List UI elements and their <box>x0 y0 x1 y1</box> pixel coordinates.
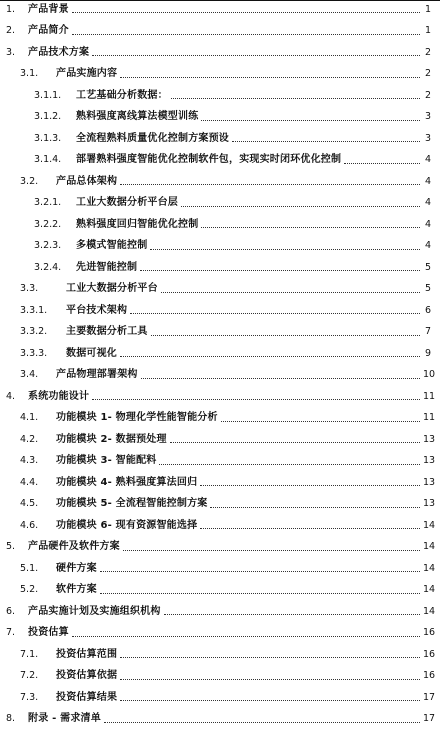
toc-entry-page-number: 4 <box>423 219 431 231</box>
toc-entry-number: 3.2.3. <box>34 240 76 252</box>
toc-entry-page-number: 16 <box>423 627 431 639</box>
toc-entry-title[interactable]: 工业大数据分析平台层 <box>76 197 178 209</box>
toc-entry-title[interactable]: 功能模块 4- 熟料强度算法回归 <box>56 477 197 489</box>
toc-dot-leader <box>92 55 420 56</box>
toc-entry-page-number: 14 <box>423 584 431 596</box>
toc-entry-title[interactable]: 多模式智能控制 <box>76 240 147 252</box>
toc-dot-leader <box>150 249 420 250</box>
toc-entry-number: 3.4. <box>20 369 56 381</box>
toc-entry-page-number: 11 <box>423 412 431 424</box>
toc-dot-leader <box>200 485 420 486</box>
toc-entry-number: 5.2. <box>20 584 56 596</box>
toc-entry-number: 3.1.2. <box>34 111 76 123</box>
toc-entry-number: 1. <box>6 4 28 16</box>
toc-entry-number: 3.2.2. <box>34 219 76 231</box>
toc-entry[interactable] <box>0 64 440 86</box>
toc-dot-leader <box>161 292 420 293</box>
toc-entry[interactable] <box>0 193 440 215</box>
toc-dot-leader <box>201 227 420 228</box>
toc-dot-leader <box>170 442 420 443</box>
toc-entry-page-number: 3 <box>423 111 431 123</box>
toc-entry-title[interactable]: 产品简介 <box>28 25 69 37</box>
toc-entry-number: 4.4. <box>20 477 56 489</box>
toc-entry-page-number: 4 <box>423 176 431 188</box>
toc-entry-page-number: 13 <box>423 434 431 446</box>
toc-entry-number: 4.2. <box>20 434 56 446</box>
toc-entry-page-number: 4 <box>423 154 431 166</box>
toc-dot-leader <box>141 378 420 379</box>
toc-entry-number: 4.3. <box>20 455 56 467</box>
toc-dot-leader <box>100 593 420 594</box>
toc-entry-title[interactable]: 投资估算 <box>28 627 69 639</box>
toc-entry-number: 4. <box>6 391 28 403</box>
toc-entry-number: 3.3.1. <box>20 305 66 317</box>
toc-entry-page-number: 11 <box>423 391 431 403</box>
toc-entry-number: 3.2.4. <box>34 262 76 274</box>
toc-entry-page-number: 4 <box>423 240 431 252</box>
toc-entry-title[interactable]: 数据可视化 <box>66 348 117 360</box>
toc-entry-title[interactable]: 产品实施计划及实施组织机构 <box>28 606 161 618</box>
toc-entry-number: 5. <box>6 541 28 553</box>
toc-entry-number: 7.2. <box>20 670 56 682</box>
toc-entry-title[interactable]: 功能模块 5- 全流程智能控制方案 <box>56 498 207 510</box>
toc-dot-leader <box>72 12 420 13</box>
toc-entry[interactable] <box>0 623 440 645</box>
toc-entry-title[interactable]: 硬件方案 <box>56 563 97 575</box>
toc-dot-leader <box>120 700 420 701</box>
toc-entry-number: 3.3.3. <box>20 348 66 360</box>
toc-entry-number: 3.2. <box>20 176 56 188</box>
toc-entry-number: 7. <box>6 627 28 639</box>
toc-entry-page-number: 16 <box>423 670 431 682</box>
toc-entry[interactable] <box>0 171 440 193</box>
toc-entry-title[interactable]: 功能模块 2- 数据预处理 <box>56 434 167 446</box>
toc-entry[interactable] <box>0 644 440 666</box>
toc-entry-page-number: 1 <box>423 4 431 16</box>
toc-entry-title[interactable]: 熟料强度离线算法模型训练 <box>76 111 198 123</box>
toc-entry[interactable] <box>0 300 440 322</box>
toc-entry-page-number: 5 <box>423 283 431 295</box>
toc-dot-leader <box>164 614 420 615</box>
toc-entry-page-number: 4 <box>423 197 431 209</box>
toc-dot-leader <box>210 507 420 508</box>
toc-entry[interactable] <box>0 515 440 537</box>
toc-entry-page-number: 14 <box>423 563 431 575</box>
toc-entry[interactable] <box>0 0 440 21</box>
toc-entry-number: 3.1.3. <box>34 133 76 145</box>
toc-entry-page-number: 2 <box>423 47 431 59</box>
toc-entry[interactable] <box>0 236 440 258</box>
toc-entry-title[interactable]: 产品总体架构 <box>56 176 117 188</box>
toc-entry[interactable] <box>0 150 440 172</box>
toc-entry-number: 8. <box>6 713 28 725</box>
toc-entry-title[interactable]: 产品硬件及软件方案 <box>28 541 120 553</box>
toc-entry-title[interactable]: 产品物理部署架构 <box>56 369 138 381</box>
toc-dot-leader <box>72 636 420 637</box>
toc-dot-leader <box>151 335 420 336</box>
toc-dot-leader <box>104 722 420 723</box>
toc-entry-page-number: 17 <box>423 692 431 704</box>
toc-entry-page-number: 14 <box>423 520 431 532</box>
toc-entry-number: 2. <box>6 25 28 37</box>
toc-entry-title[interactable]: 功能模块 6- 现有资源智能选择 <box>56 520 197 532</box>
toc-entry[interactable] <box>0 128 440 150</box>
toc-entry[interactable] <box>0 408 440 430</box>
toc-entry-number: 3.1.4. <box>34 154 76 166</box>
toc-entry-title[interactable]: 产品背景 <box>28 4 69 16</box>
toc-entry-number: 4.5. <box>20 498 56 510</box>
toc-entry-number: 7.1. <box>20 649 56 661</box>
toc-entry-page-number: 14 <box>423 606 431 618</box>
toc-entry[interactable] <box>0 687 440 709</box>
toc-entry[interactable] <box>0 386 440 408</box>
toc-dot-leader <box>140 270 420 271</box>
toc-entry-title[interactable]: 先进智能控制 <box>76 262 137 274</box>
toc-dot-leader <box>171 98 420 99</box>
toc-entry-page-number: 13 <box>423 455 431 467</box>
toc-entry[interactable] <box>0 709 440 730</box>
toc-entry-page-number: 7 <box>423 326 431 338</box>
toc-entry[interactable] <box>0 537 440 559</box>
toc-entry-page-number: 9 <box>423 348 431 360</box>
toc-entry[interactable] <box>0 365 440 387</box>
toc-entry-title[interactable]: 部署熟料强度智能优化控制软件包，实现实时闭环优化控制 <box>76 154 341 166</box>
toc-entry-title[interactable]: 工艺基础分析数据： <box>76 90 168 102</box>
toc-entry-number: 6. <box>6 606 28 618</box>
toc-entry-title[interactable]: 平台技术架构 <box>66 305 127 317</box>
toc-dot-leader <box>120 679 420 680</box>
toc-entry-title[interactable]: 投资估算依据 <box>56 670 117 682</box>
toc-entry-title[interactable]: 功能模块 3- 智能配料 <box>56 455 156 467</box>
toc-dot-leader <box>201 120 420 121</box>
toc-entry-title[interactable]: 产品实施内容 <box>56 68 117 80</box>
toc-entry-number: 3. <box>6 47 28 59</box>
toc-entry-page-number: 16 <box>423 649 431 661</box>
toc-entry-number: 3.3.2. <box>20 326 66 338</box>
toc-entry[interactable] <box>0 472 440 494</box>
toc-entry[interactable] <box>0 580 440 602</box>
toc-entry[interactable] <box>0 601 440 623</box>
toc-entry-number: 3.2.1. <box>34 197 76 209</box>
toc-dot-leader <box>120 657 420 658</box>
toc-entry[interactable] <box>0 322 440 344</box>
toc-entry[interactable] <box>0 214 440 236</box>
toc-entry-title[interactable]: 软件方案 <box>56 584 97 596</box>
toc-entry-number: 4.1. <box>20 412 56 424</box>
toc-entry-number: 4.6. <box>20 520 56 532</box>
toc-entry[interactable] <box>0 279 440 301</box>
toc-dot-leader <box>123 550 420 551</box>
toc-entry-title[interactable]: 工业大数据分析平台 <box>66 283 158 295</box>
toc-dot-leader <box>221 421 420 422</box>
toc-entry[interactable] <box>0 666 440 688</box>
toc-entry[interactable] <box>0 21 440 43</box>
toc-entry-page-number: 10 <box>423 369 431 381</box>
toc-dot-leader <box>181 206 420 207</box>
toc-entry-number: 3.1. <box>20 68 56 80</box>
toc-entry-page-number: 5 <box>423 262 431 274</box>
toc-entry-title[interactable]: 投资估算范围 <box>56 649 117 661</box>
toc-entry[interactable] <box>0 42 440 64</box>
toc-entry[interactable] <box>0 107 440 129</box>
toc-entry-title[interactable]: 全流程熟料质量优化控制方案预设 <box>76 133 229 145</box>
toc-dot-leader <box>100 571 420 572</box>
toc-entry[interactable] <box>0 85 440 107</box>
toc-entry-title[interactable]: 附录 - 需求清单 <box>28 713 101 725</box>
toc-entry-title[interactable]: 功能模块 1- 物理化学性能智能分析 <box>56 412 218 424</box>
toc-dot-leader <box>120 184 420 185</box>
toc-entry[interactable] <box>0 257 440 279</box>
toc-dot-leader <box>72 34 420 35</box>
toc-entry[interactable] <box>0 451 440 473</box>
toc-dot-leader <box>159 464 420 465</box>
toc-entry[interactable] <box>0 343 440 365</box>
toc-entry-page-number: 13 <box>423 477 431 489</box>
toc-entry-page-number: 3 <box>423 133 431 145</box>
toc-dot-leader <box>120 356 420 357</box>
toc-entry-title[interactable]: 主要数据分析工具 <box>66 326 148 338</box>
toc-entry-number: 5.1. <box>20 563 56 575</box>
toc-entry-page-number: 17 <box>423 713 431 725</box>
toc-entry-page-number: 2 <box>423 68 431 80</box>
toc-entry-page-number: 2 <box>423 90 431 102</box>
toc-entry-title[interactable]: 熟料强度回归智能优化控制 <box>76 219 198 231</box>
toc-dot-leader <box>92 399 420 400</box>
toc-dot-leader <box>232 141 420 142</box>
toc-entry[interactable] <box>0 429 440 451</box>
toc-entry[interactable] <box>0 558 440 580</box>
toc-entry-title[interactable]: 投资估算结果 <box>56 692 117 704</box>
toc-dot-leader <box>344 163 420 164</box>
toc-entry[interactable] <box>0 494 440 516</box>
toc-entry-number: 3.3. <box>20 283 66 295</box>
toc-entry-page-number: 13 <box>423 498 431 510</box>
toc-entry-title[interactable]: 系统功能设计 <box>28 391 89 403</box>
toc-dot-leader <box>120 77 420 78</box>
toc-entry-title[interactable]: 产品技术方案 <box>28 47 89 59</box>
toc-entry-number: 7.3. <box>20 692 56 704</box>
toc-entry-page-number: 14 <box>423 541 431 553</box>
toc-dot-leader <box>200 528 420 529</box>
toc-entry-page-number: 1 <box>423 25 431 37</box>
toc-entry-page-number: 6 <box>423 305 431 317</box>
toc-entry-number: 3.1.1. <box>34 90 76 102</box>
toc-dot-leader <box>130 313 420 314</box>
